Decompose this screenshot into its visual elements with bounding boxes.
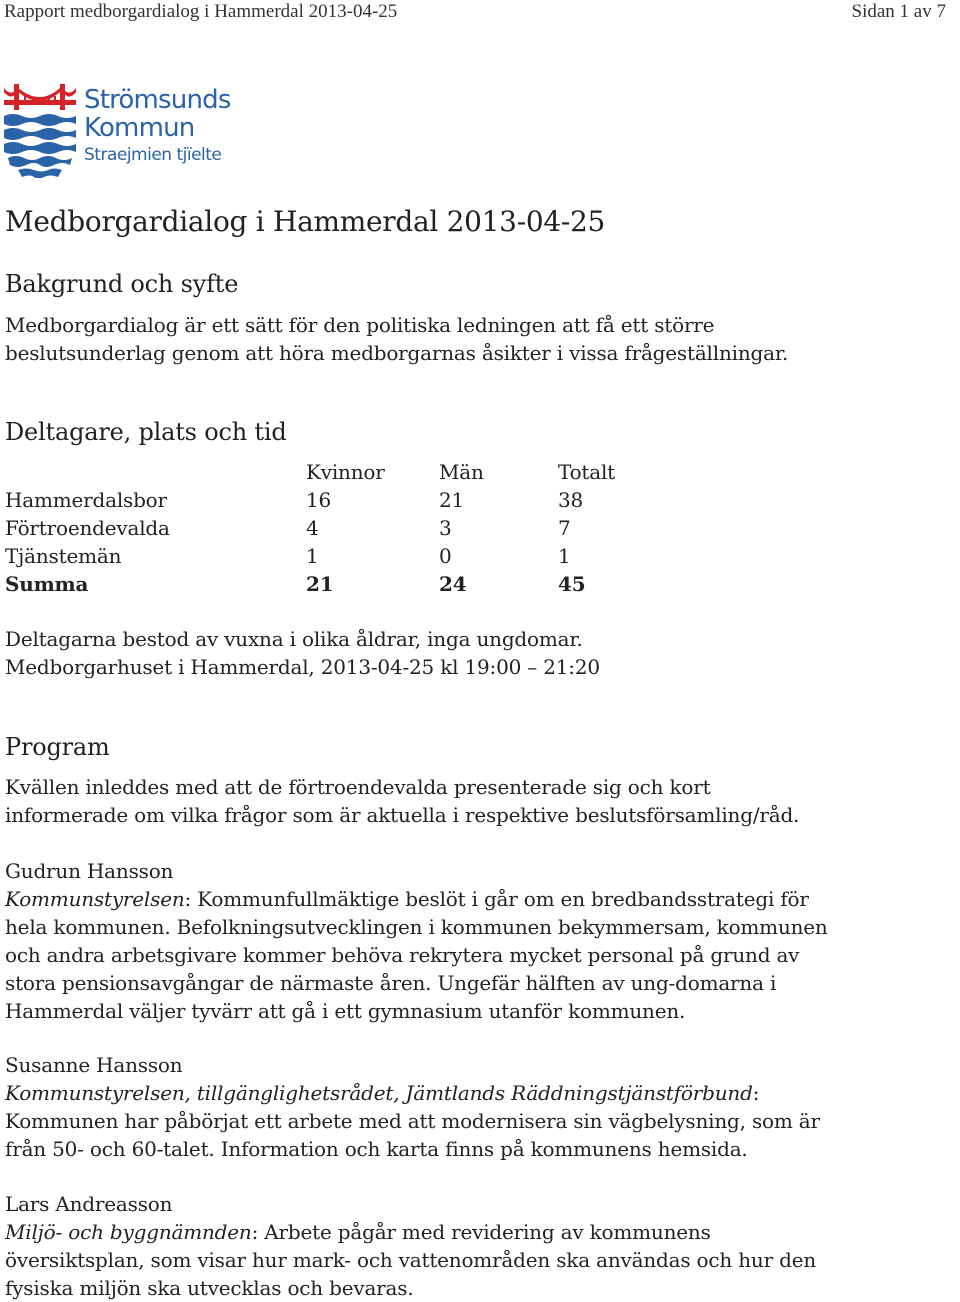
speaker-name: Gudrun Hansson bbox=[5, 859, 174, 883]
speaker-role: Kommunstyrelsen, tillgänglighetsrådet, Jämtlands Räddningstjänstförbund bbox=[5, 1081, 753, 1105]
table-cell: Summa bbox=[5, 572, 89, 596]
speaker-name: Lars Andreasson bbox=[5, 1192, 173, 1216]
table-cell: 0 bbox=[439, 544, 452, 568]
table-cell: 38 bbox=[558, 488, 584, 512]
table-header-cell: Totalt bbox=[558, 460, 616, 484]
program-heading: Program bbox=[5, 733, 110, 761]
logo-line-2: Kommun bbox=[84, 113, 195, 143]
running-header-title: Rapport medborgardialog i Hammerdal 2013-04-25 bbox=[4, 1, 398, 22]
table-cell: 21 bbox=[439, 488, 465, 512]
table-header-row bbox=[5, 458, 678, 486]
table-cell: Tjänstemän bbox=[5, 544, 122, 568]
table-row bbox=[5, 486, 678, 514]
logo-line-1: Strömsunds bbox=[84, 85, 231, 115]
speaker-text: : Kommunfullmäktige beslöt i går om en bredbandsstrategi för hela kommunen. Befolkningsutvecklingen i kommunen bekymmersam, kommunen och andra arbetsgivare kommer behöva rekrytera mycket personal på grund av stora pensionsavgångar de närmaste åren. Ungefär hälften av ung-domarna i Hammerdal väljer tyvärr att gå i ett gymnasium utanför kommunen. bbox=[5, 887, 828, 1023]
table-cell: 4 bbox=[306, 516, 319, 540]
speaker-block bbox=[5, 857, 835, 1025]
speaker-statement bbox=[5, 885, 835, 1025]
background-text: Medborgardialog är ett sätt för den politiska ledningen att få ett större beslutsunderlag genom att höra medborgarnas åsikter i vissa frågeställningar. bbox=[5, 313, 789, 365]
table-header-cell: Kvinnor bbox=[306, 460, 385, 484]
speaker-role: Kommunstyrelsen bbox=[5, 887, 185, 911]
participants-heading: Deltagare, plats och tid bbox=[5, 418, 287, 446]
speaker-statement bbox=[5, 1218, 835, 1302]
table-row bbox=[5, 514, 678, 542]
table-total-row bbox=[5, 570, 678, 598]
participants-note: Deltagarna bestod av vuxna i olika åldrar, inga ungdomar. bbox=[5, 627, 583, 651]
table-cell: 1 bbox=[306, 544, 319, 568]
speaker-block bbox=[5, 1190, 835, 1302]
bridge-waves-logo-icon bbox=[4, 82, 76, 178]
document-title: Medborgardialog i Hammerdal 2013-04-25 bbox=[5, 205, 606, 238]
table-cell: 1 bbox=[558, 544, 571, 568]
table-cell: Förtroendevalda bbox=[5, 516, 170, 540]
table-cell: 45 bbox=[558, 572, 586, 596]
table-cell: 21 bbox=[306, 572, 334, 596]
speaker-block bbox=[5, 1051, 835, 1163]
table-cell: Hammerdalsbor bbox=[5, 488, 167, 512]
logo-line-3: Straejmien tjïelte bbox=[84, 145, 222, 165]
speaker-name: Susanne Hansson bbox=[5, 1053, 183, 1077]
table-header-cell bbox=[5, 458, 306, 486]
page-number: Sidan 1 av 7 bbox=[851, 1, 946, 22]
table-header-cell: Män bbox=[439, 460, 484, 484]
speaker-statement bbox=[5, 1079, 835, 1163]
participants-table bbox=[5, 458, 678, 598]
speaker-text: : Arbete pågår med revidering av kommunens översiktsplan, som visar hur mark- och vattenområden ska användas och hur den fysiska miljön ska utvecklas och bevaras. bbox=[5, 1220, 817, 1300]
speaker-text: : Kommunen har påbörjat ett arbete med att modernisera sin vägbelysning, som är från 50- och 60-talet. Information och karta finns på kommunens hemsida. bbox=[5, 1081, 820, 1161]
table-cell: 3 bbox=[439, 516, 452, 540]
venue-time: Medborgarhuset i Hammerdal, 2013-04-25 kl 19:00 – 21:20 bbox=[5, 655, 600, 679]
table-cell: 16 bbox=[306, 488, 332, 512]
speaker-role: Miljö- och byggnämnden bbox=[5, 1220, 252, 1244]
table-row bbox=[5, 542, 678, 570]
table-cell: 7 bbox=[558, 516, 571, 540]
program-intro: Kvällen inleddes med att de förtroendevalda presenterade sig och kort informerade om vilka frågor som är aktuella i respektive beslutsförsamling/råd. bbox=[5, 775, 800, 827]
table-cell: 24 bbox=[439, 572, 467, 596]
background-heading: Bakgrund och syfte bbox=[5, 270, 239, 298]
municipality-logo bbox=[4, 82, 234, 182]
